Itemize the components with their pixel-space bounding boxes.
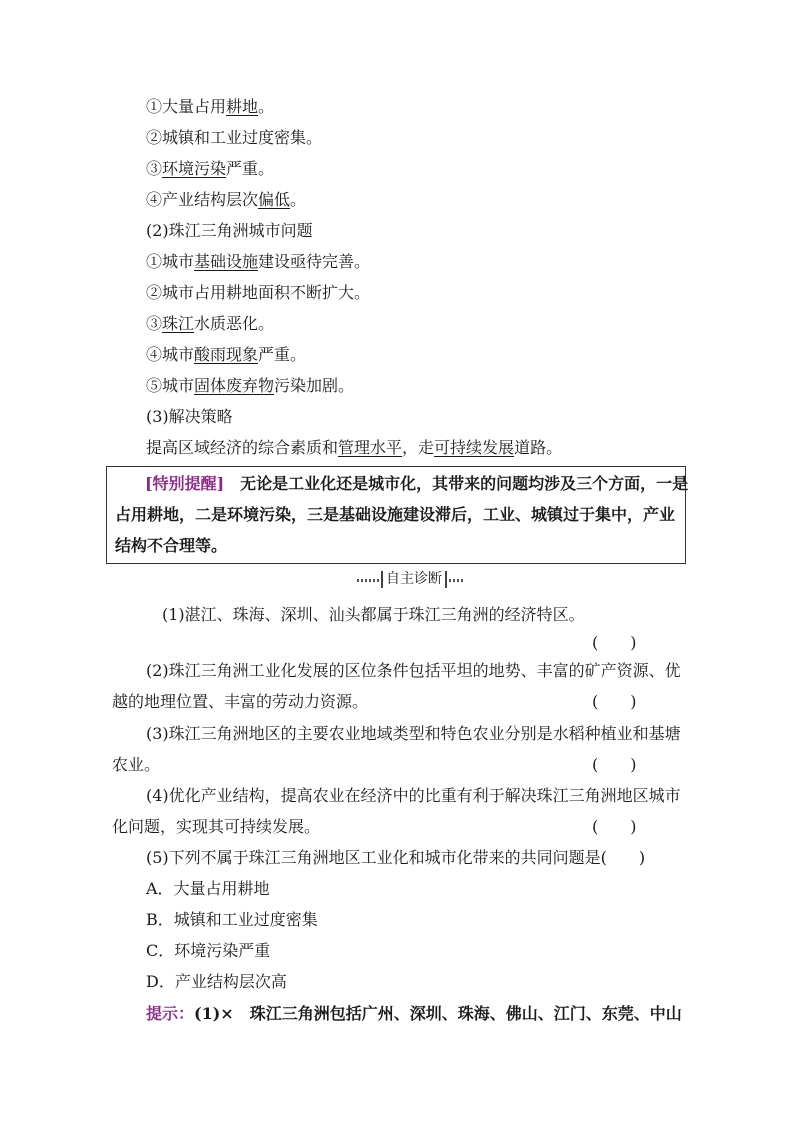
strategy-key-2: 可持续发展 [434, 438, 515, 457]
hint [146, 1003, 682, 1025]
question-4-line-2: 化问题，实现其可持续发展。 [112, 817, 321, 836]
city-point-5-post: 污染加剧。 [274, 376, 355, 395]
tip-text-1: 无论是工业化还是城市化，其带来的问题均涉及三个方面，一是 [240, 474, 689, 493]
point-3 [146, 158, 274, 180]
question-3-line-2: 农业。 [112, 755, 161, 774]
strategy-text [146, 437, 562, 459]
city-point-5 [146, 375, 354, 397]
option-d[interactable]: D．产业结构层次高 [146, 972, 287, 991]
tip-label: [特别提醒] [145, 474, 225, 493]
point-4 [146, 189, 306, 211]
point-4-post: 。 [290, 190, 307, 209]
strategy-pre: 提高区域经济的综合素质和 [146, 438, 339, 457]
city-point-4-pre: ④城市 [146, 345, 195, 364]
tip-line-2: 占用耕地，二是环境污染，三是基础设施建设滞后，工业、城镇过于集中，产业 [115, 505, 676, 524]
hint-text: (1)× 珠江三角洲包括广州、深圳、珠海、佛山、江门、东莞、中山 [194, 1004, 682, 1023]
heading-city-problems: (2)珠江三角洲城市问题 [146, 221, 313, 240]
point-1-post: 。 [258, 97, 275, 116]
question-2-answer-blank[interactable]: ( ) [592, 692, 637, 711]
city-point-5-key: 固体废弃物 [194, 376, 275, 395]
point-1-key: 耕地 [226, 97, 259, 116]
option-c[interactable]: C．环境污染严重 [146, 941, 271, 960]
city-point-4-post: 严重。 [258, 345, 307, 364]
question-5: (5)下列不属于珠江三角洲地区工业化和城市化带来的共同问题是( ) [146, 848, 646, 867]
question-4-line-1: (4)优化产业结构，提高农业在经济中的比重有利于解决珠江三角洲地区城市 [146, 786, 681, 805]
hint-label: 提示： [146, 1004, 195, 1023]
strategy-key-1: 管理水平 [338, 438, 403, 457]
strategy-post: 道路。 [514, 438, 563, 457]
special-reminder-box [106, 466, 689, 564]
question-1: (1)湛江、珠海、深圳、汕头都属于珠江三角洲的经济特区。 [162, 605, 585, 624]
section-header-self-diagnosis [357, 572, 463, 588]
point-3-key: 环境污染 [162, 159, 227, 178]
tip-line-1 [145, 473, 688, 495]
option-b[interactable]: B．城镇和工业过度密集 [146, 910, 318, 929]
question-3-answer-blank[interactable]: ( ) [592, 755, 637, 774]
question-2-line-1: (2)珠江三角洲工业化发展的区位条件包括平坦的地势、丰富的矿产资源、优 [146, 661, 681, 680]
city-point-2: ②城市占用耕地面积不断扩大。 [146, 283, 371, 302]
city-point-4 [146, 344, 306, 366]
city-point-3-key: 珠江 [162, 314, 195, 333]
point-1-pre: ①大量占用 [146, 97, 227, 116]
city-point-1 [146, 251, 370, 273]
point-4-key: 偏低 [258, 190, 291, 209]
question-3-line-1: (3)珠江三角洲地区的主要农业地域类型和特色农业分别是水稻种植业和基塘 [146, 724, 681, 743]
city-point-5-pre: ⑤城市 [146, 376, 195, 395]
strategy-mid: ，走 [402, 438, 435, 457]
point-4-pre: ④产业结构层次 [146, 190, 259, 209]
city-point-3 [146, 313, 274, 335]
city-point-3-pre: ③ [146, 314, 163, 333]
city-point-1-key: 基础设施 [194, 252, 259, 271]
question-2-line-2: 越的地理位置、丰富的劳动力资源。 [112, 692, 369, 711]
point-2: ②城镇和工业过度密集。 [146, 128, 323, 147]
question-4-answer-blank[interactable]: ( ) [592, 817, 637, 836]
tip-line-3: 结构不合理等。 [115, 536, 228, 555]
city-point-1-post: 建设亟待完善。 [258, 252, 371, 271]
heading-strategy: (3)解决策略 [146, 407, 233, 426]
question-1-answer-blank[interactable]: ( ) [592, 633, 637, 652]
option-a[interactable]: A．大量占用耕地 [146, 879, 270, 898]
city-point-3-post: 水质恶化。 [194, 314, 275, 333]
city-point-4-key: 酸雨现象 [194, 345, 259, 364]
point-1 [146, 96, 274, 118]
point-3-post: 严重。 [226, 159, 275, 178]
point-3-pre: ③ [146, 159, 163, 178]
city-point-1-pre: ①城市 [146, 252, 195, 271]
section-header-title: 自主诊断 [381, 571, 447, 588]
